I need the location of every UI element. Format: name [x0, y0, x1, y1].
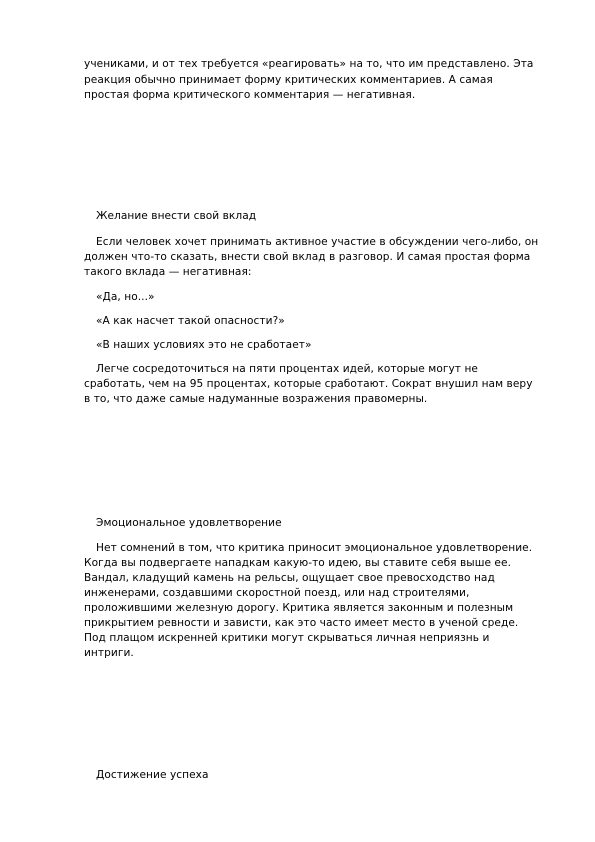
paragraph-3-line-1: Легче сосредоточиться на пяти процентах идей, которые могут не: [96, 363, 478, 375]
quote-3: «В наших условиях это не сработает»: [96, 339, 312, 351]
paragraph-4-line-7: Под плащом искренней критики могут скрываться личная неприязнь и: [84, 632, 490, 644]
paragraph-4-line-8: интриги.: [84, 647, 134, 659]
paragraph-4-line-5: проложившими железную дорогу. Критика является законным и полезным: [84, 602, 514, 614]
paragraph-2-line-1: Если человек хочет принимать активное участие в обсуждении чего-либо, он: [96, 236, 539, 248]
paragraph-1-line-3: простая форма критического комментария — негативная.: [84, 89, 416, 101]
section-heading-contribution: Желание внести свой вклад: [96, 210, 257, 222]
paragraph-4-line-3: Вандал, кладущий камень на рельсы, ощущает свое превосходство над: [84, 572, 495, 584]
quote-1: «Да, но...»: [96, 291, 155, 303]
paragraph-4-line-1: Нет сомнений в том, что критика приносит эмоциональное удовлетворение.: [96, 542, 533, 554]
paragraph-3-line-2: сработать, чем на 95 процентах, которые сработают. Сократ внушил нам веру: [84, 378, 533, 390]
paragraph-4-line-2: Когда вы подвергаете нападкам какую-то идею, вы ставите себя выше ее.: [84, 557, 511, 569]
quote-2: «А как насчет такой опасности?»: [96, 315, 285, 327]
paragraph-2-line-2: должен что-то сказать, внести свой вклад в разговор. И самая простая форма: [84, 251, 531, 263]
paragraph-2-line-3: такого вклада — негативная:: [84, 266, 252, 278]
paragraph-4-line-4: инженерами, создавшими скоростной поезд, или над строителями,: [84, 587, 470, 599]
section-heading-emotional: Эмоциональное удовлетворение: [96, 517, 282, 529]
paragraph-4-line-6: прикрытием ревности и зависти, как это часто имеет место в ученой среде.: [84, 617, 519, 629]
paragraph-3-line-3: в то, что даже самые надуманные возражения правомерны.: [84, 393, 428, 405]
paragraph-1-line-2: реакция обычно принимает форму критических комментариев. А самая: [84, 74, 493, 86]
section-heading-success: Достижение успеха: [96, 769, 209, 781]
paragraph-1-line-1: учениками, и от тех требуется «реагировать» на то, что им представлено. Эта: [84, 58, 534, 70]
